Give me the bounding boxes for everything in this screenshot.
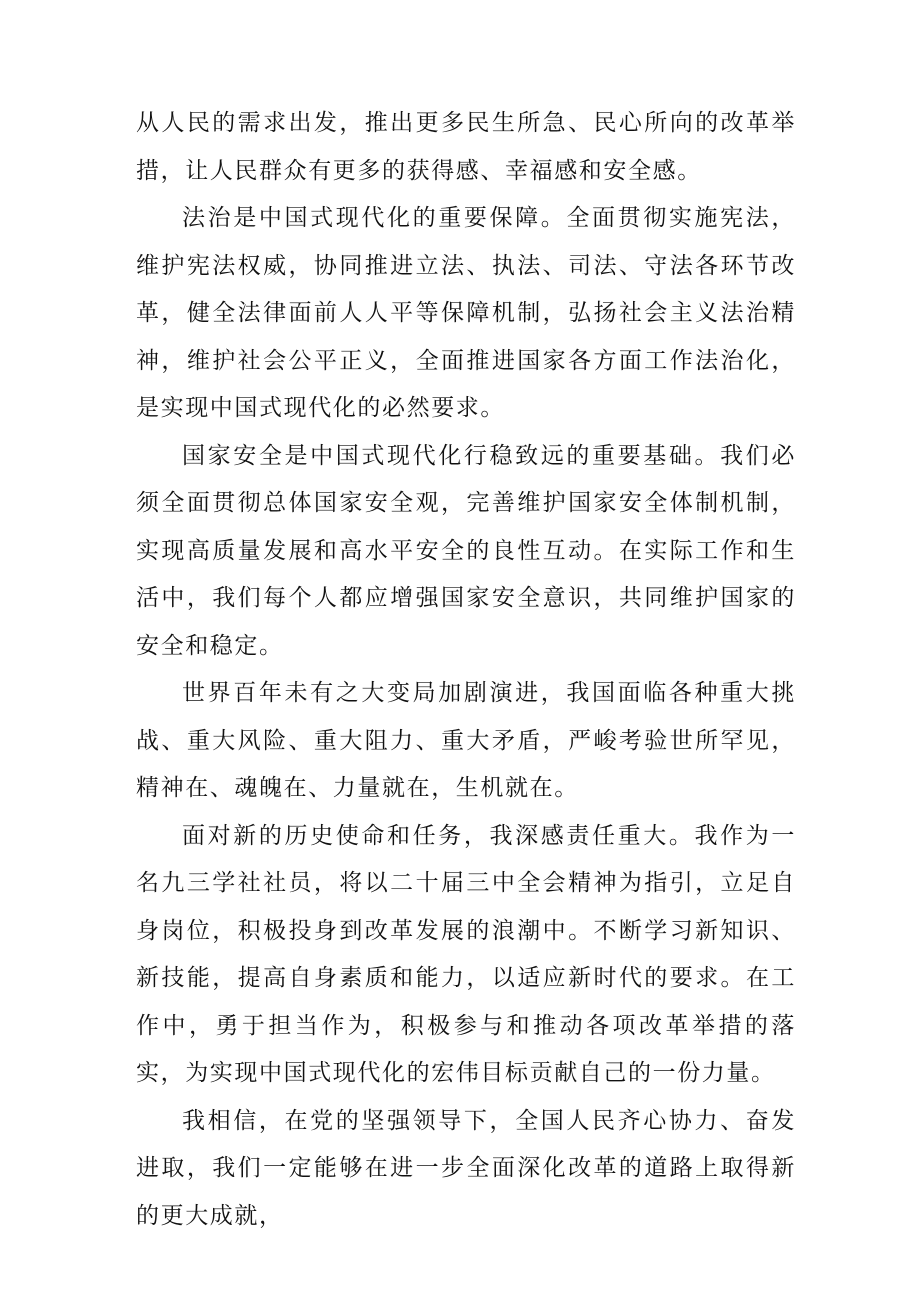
paragraph-national-security: 国家安全是中国式现代化行稳致远的重要基础。我们必须全面贯彻总体国家安全观，完善维护国家安全体制机制，实现高质量发展和高水平安全的良性互动。在实际工作和生活中，我们每个人都应增强国家安全意识，共同维护国家的安全和稳定。: [136, 442, 796, 659]
paragraph-personal-commitment: 面对新的历史使命和任务，我深感责任重大。我作为一名九三学社社员，将以二十届三中全会精神为指引，立足自身岗位，积极投身到改革发展的浪潮中。不断学习新知识、新技能，提高自身素质和能力，以适应新时代的要求。在工作中，勇于担当作为，积极参与和推动各项改革举措的落实，为实现中国式现代化的宏伟目标贡献自己的一份力量。: [136, 822, 796, 1086]
document-page: [136, 100, 796, 1240]
paragraph-confidence: 我相信，在党的坚强领导下，全国人民齐心协力、奋发进取，我们一定能够在进一步全面深化改革的道路上取得新的更大成就，: [136, 1107, 796, 1229]
paragraph-world-changes: 世界百年未有之大变局加剧演进，我国面临各种重大挑战、重大风险、重大阻力、重大矛盾，严峻考验世所罕见，精神在、魂魄在、力量就在，生机就在。: [136, 680, 796, 801]
paragraph-people-needs: 从人民的需求出发，推出更多民生所急、民心所向的改革举措，让人民群众有更多的获得感、幸福感和安全感。: [136, 110, 796, 184]
paragraph-rule-of-law: 法治是中国式现代化的重要保障。全面贯彻实施宪法，维护宪法权威，协同推进立法、执法、司法、守法各环节改革，健全法律面前人人平等保障机制，弘扬社会主义法治精神，维护社会公平正义，全面推进国家各方面工作法治化，是实现中国式现代化的必然要求。: [136, 205, 796, 421]
